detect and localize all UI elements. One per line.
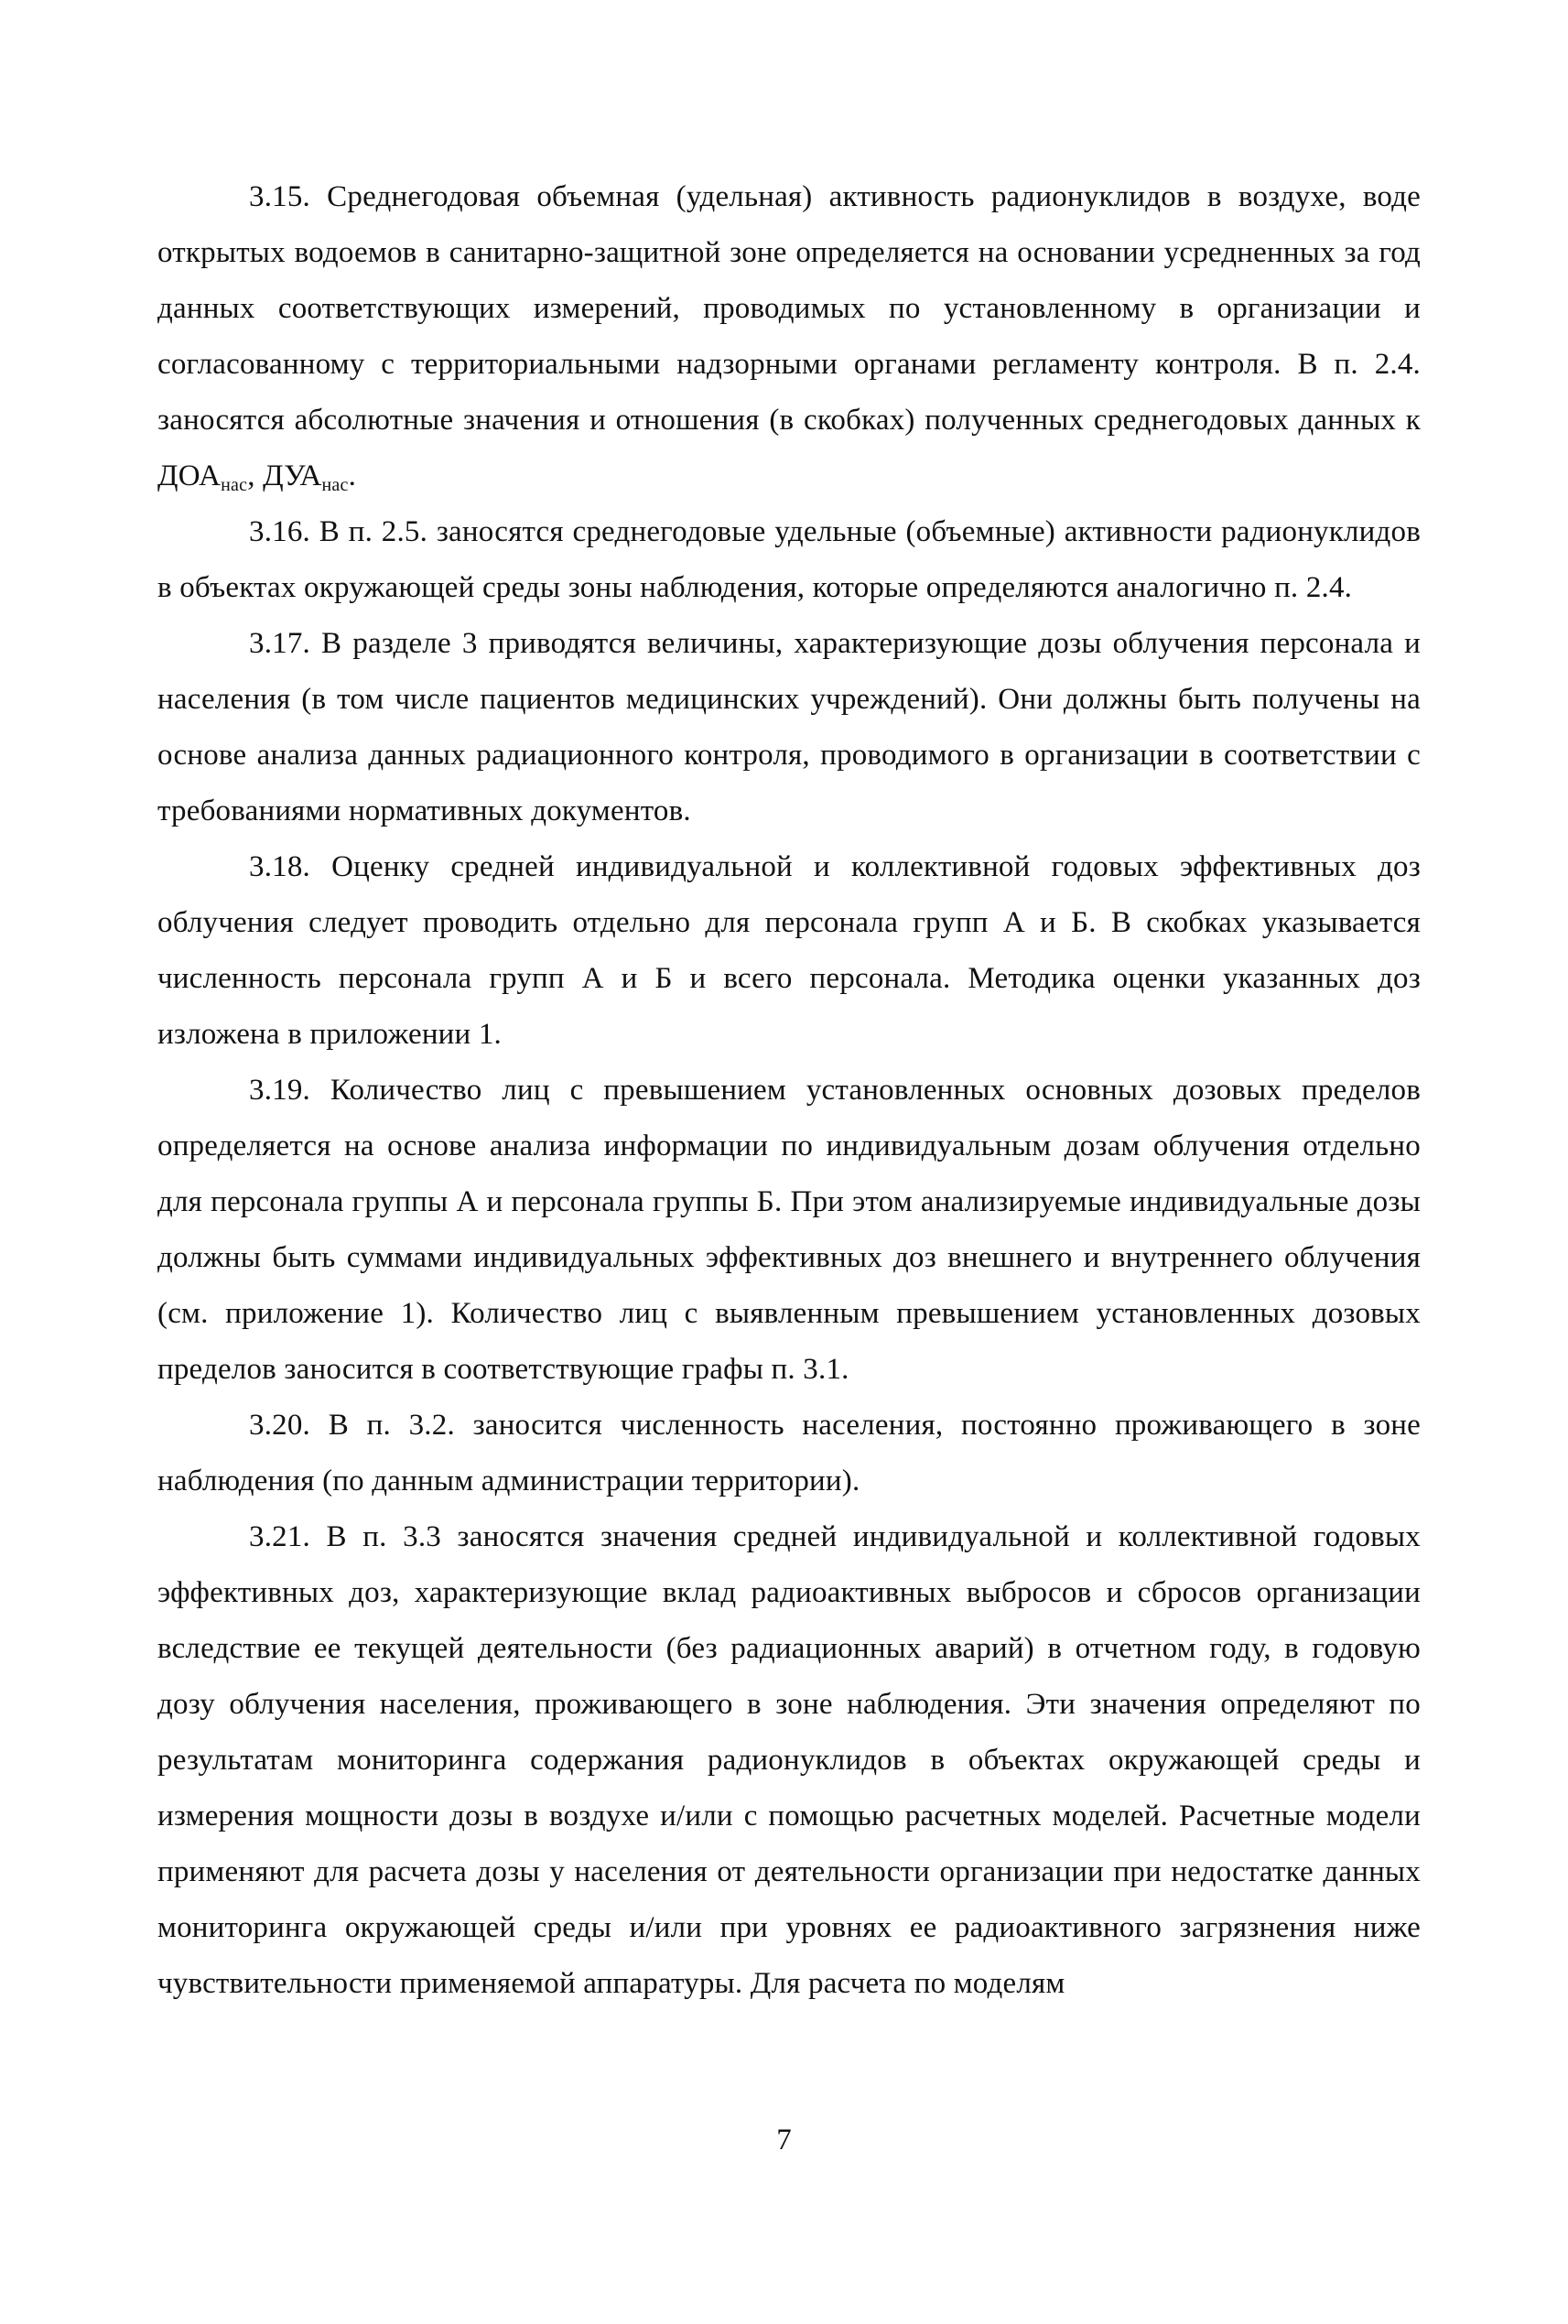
paragraph-3-18: 3.18. Оценку средней индивидуальной и коллективной годовых эффективных доз облучения следует проводить отдельно для персонала групп А и Б. В скобках указывается численность персонала групп А и Б и всего персонала. Методика оценки указанных доз изложена в приложении 1.: [157, 850, 1421, 1051]
paragraph-3-17: 3.17. В разделе 3 приводятся величины, характеризующие дозы облучения персонала и населения (в том числе пациентов медицинских учреждений). Они должны быть получены на основе анализа данных радиационного контроля, проводимого в организации в соответствии с требованиями нормативных документов.: [157, 627, 1421, 827]
formula-doa: ДОА: [157, 459, 222, 492]
formula-dua: ДУА: [263, 459, 322, 492]
paragraph-3-20: 3.20. В п. 3.2. заносится численность населения, постоянно проживающего в зоне наблюдения (по данным администрации территории).: [157, 1409, 1421, 1497]
paragraph-3-16: 3.16. В п. 2.5. заносятся среднегодовые удельные (объемные) активности радионуклидов в объектах окружающей среды зоны наблюдения, которые определяются аналогично п. 2.4.: [157, 515, 1421, 604]
formula-separator: ,: [247, 459, 264, 492]
page-number: 7: [776, 2124, 792, 2156]
formula-dua-subscript: нас: [321, 475, 349, 495]
formula-end: .: [348, 459, 357, 492]
paragraph-text: 3.15. Среднегодовая объемная (удельная) активность радионуклидов в воздухе, воде открытых водоемов в санитарно-защитной зоне определяется на основании усредненных за год данных соответствующих измерений, проводимых по установленному в организации и согласованному с территориальными надзорными органами регламенту контроля. В п. 2.4. заносятся абсолютные значения и отношения (в скобках) полученных среднегодовых данных к: [157, 180, 1421, 437]
document-body: [157, 169, 1421, 2012]
paragraph-3-15: [157, 169, 1421, 504]
paragraph-3-19: 3.19. Количество лиц с превышением установленных основных дозовых пределов определяется на основе анализа информации по индивидуальным дозам облучения отдельно для персонала группы А и персонала группы Б. При этом анализируемые индивидуальные дозы должны быть суммами индивидуальных эффективных доз внешнего и внутреннего облучения (см. приложение 1). Количество лиц с выявленным превышением установленных дозовых пределов заносится в соответствующие графы п. 3.1.: [157, 1074, 1421, 1386]
paragraph-3-21: 3.21. В п. 3.3 заносятся значения средней индивидуальной и коллективной годовых эффективных доз, характеризующие вклад радиоактивных выбросов и сбросов организации вследствие ее текущей деятельности (без радиационных аварий) в отчетном году, в годовую дозу облучения населения, проживающего в зоне наблюдения. Эти значения определяют по результатам мониторинга содержания радионуклидов в объектах окружающей среды и измерения мощности дозы в воздухе и/или с помощью расчетных моделей. Расчетные модели применяют для расчета дозы у населения от деятельности организации при недостатке данных мониторинга окружающей среды и/или при уровнях ее радиоактивного загрязнения ниже чувствительности применяемой аппаратуры. Для расчета по моделям: [157, 1520, 1421, 2000]
formula-doa-subscript: нас: [221, 475, 248, 495]
